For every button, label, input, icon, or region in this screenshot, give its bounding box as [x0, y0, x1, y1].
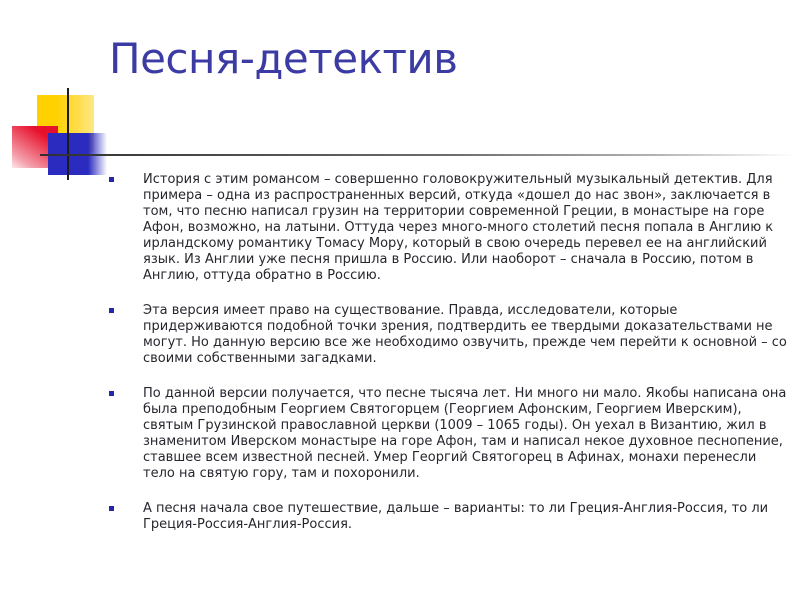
title-underline-rule: [40, 154, 795, 156]
bullet-text: История с этим романсом – совершенно головокружительный музыкальный детектив. Для примера – одна из распространенных версий, откуда «дошел до нас звон», заключается в том, что песню написал грузин на территории современной Греции, в монастыре на горе Афон, возможно, на латыни. Оттуда через много-много столетий песня попала в Англию к ирландскому романтику Томасу Мору, который в свою очередь перевел ее на английский язык. Из Англии уже песня пришла в Россию. Или наоборот – сначала в Россию, потом в Англию, оттуда обратно в Россию.: [143, 172, 774, 283]
slide-title: Песня-детектив: [109, 34, 458, 83]
bullet-square-icon: [109, 177, 114, 182]
bullet-text: Эта версия имеет право на существование. Правда, исследователи, которые придерживаются подобной точки зрения, подтвердить ее твердыми доказательствами не могут. Но данную версию все же необходимо озвучить, прежде чем перейти к основной – со своими собственными загадками.: [143, 303, 787, 366]
slide-body: [108, 172, 792, 552]
decorative-vertical-line: [67, 88, 69, 180]
bullet-square-icon: [109, 506, 114, 511]
bullet-item: [108, 172, 792, 284]
bullet-text: По данной версии получается, что песне тысяча лет. Ни много ни мало. Якобы написана она была преподобным Георгием Святогорцем (Георгием Афонским, Георгием Иверским), святым Грузинской православной церкви (1009 – 1065 годы). Он уехал в Византию, жил в знаменитом Иверском монастыре на горе Афон, там и написал некое духовное песнопение, ставшее всем известной песней. Умер Георгий Святогорец в Афинах, монахи перенесли тело на святую гору, там и похоронили.: [143, 386, 787, 481]
bullet-text: А песня начала свое путешествие, дальше – варианты: то ли Греция-Англия-Россия, то ли Греция-Россия-Англия-Россия.: [143, 501, 769, 532]
bullet-square-icon: [109, 391, 114, 396]
bullet-square-icon: [109, 308, 114, 313]
bullet-item: [108, 501, 792, 533]
bullet-item: [108, 386, 792, 482]
bullet-item: [108, 303, 792, 367]
